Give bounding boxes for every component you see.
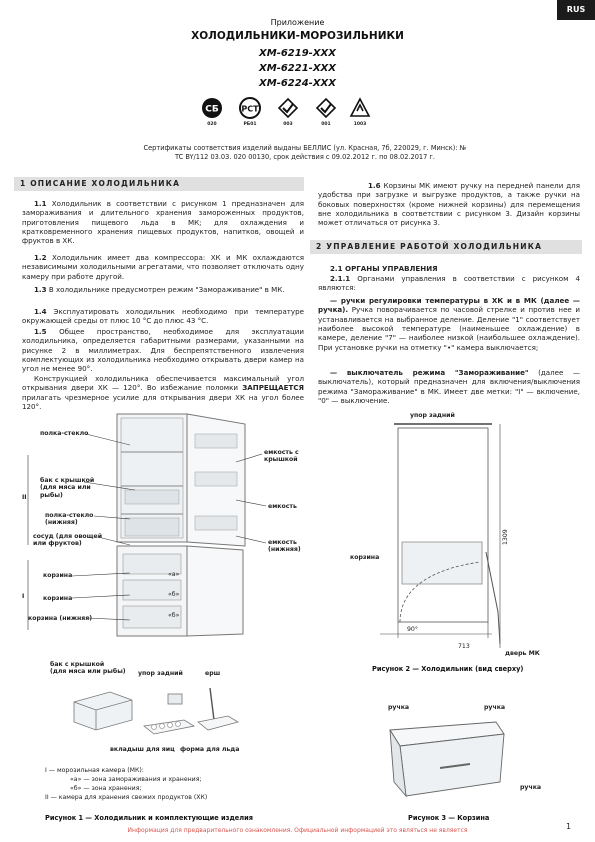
label-fig2-back-stop: упор задний xyxy=(410,412,455,419)
legend-line: «б» — зона хранения; xyxy=(70,784,142,792)
para-text: Холодильник в соответствии с рисунком 1 предназначен для замораживания и длительного хранения замороженных продуктов, приготовления пищевого льда в МК; для охлаждения и кратковременного хранения пищевых продуктов, напитков, овощей и фруктов в ХК. xyxy=(22,199,304,246)
para-number: 1.2 xyxy=(34,253,47,262)
label-acc-bin-lid: бак с крышкой (для мяса или рыбы) xyxy=(50,661,126,676)
document-title: ХОЛОДИЛЬНИКИ-МОРОЗИЛЬНИКИ xyxy=(191,30,404,42)
svg-text:РСТ: РСТ xyxy=(241,104,259,114)
para-number: 1.6 xyxy=(368,181,381,190)
label-fig2-basket: корзина xyxy=(350,554,380,561)
label-fig3-handle-right: ручка xyxy=(484,704,506,711)
subsection-2-1: 2.1 ОРГАНЫ УПРАВЛЕНИЯ xyxy=(330,264,438,273)
figure-1-accessories-drawing xyxy=(70,682,250,744)
model-line-3: ХМ-6224-ХХХ xyxy=(259,78,336,89)
label-fig3-handle-left: ручка xyxy=(388,704,410,711)
cert-code: 001 xyxy=(321,122,331,127)
label-fig2-angle: 90° xyxy=(407,626,418,633)
label-zone-b-2: «б» xyxy=(168,612,180,619)
label-zone-b-1: «б» xyxy=(168,591,180,598)
figure-1-caption: Рисунок 1 — Холодильник и комплектующие изделия xyxy=(45,814,253,822)
cert-code: 1003 xyxy=(353,122,367,127)
legend-line: I — морозильная камера (МК): xyxy=(45,767,144,774)
label-tank-with-lid: емкость с крышкой xyxy=(264,449,299,464)
bullet-title: — ручки регулировки температуры в ХК и в МК (далее — ручка). xyxy=(318,296,580,315)
label-fig3-handle-bottom: ручка xyxy=(520,784,542,791)
section-1-heading: 1 ОПИСАНИЕ ХОЛОДИЛЬНИКА xyxy=(14,177,304,191)
label-tank-lower: емкость (нижняя) xyxy=(268,539,301,554)
preliminary-info-footer: Информация для предварительного ознакомления. Официальной информацией это являться не является xyxy=(127,827,468,834)
figure-3-caption: Рисунок 3 — Корзина xyxy=(408,814,490,822)
label-shelf-glass-lower: полка-стекло (нижняя) xyxy=(45,512,94,527)
label-bin-with-lid: бак с крышкой (для мяса или рыбы) xyxy=(40,477,95,499)
bullet-title: — выключатель режима "Замораживание" xyxy=(330,368,529,377)
para-number: 1.3 xyxy=(34,285,47,294)
label-roman-two: II xyxy=(22,494,27,501)
para-number: 1.5 xyxy=(34,327,47,336)
model-line-1: ХМ-6219-ХХХ xyxy=(259,48,336,59)
para-text: (далее — выключатель), который предназначен для включения/выключения режима "Замораживание" в МК. Имеет две метки: "I" — включение, "0" — выключение. xyxy=(318,368,580,406)
model-line-2: ХМ-6221-ХХХ xyxy=(259,63,336,74)
cert-code: 020 xyxy=(207,122,217,127)
label-acc-ice-tray: форма для льда xyxy=(180,746,240,753)
label-acc-brush: ерш xyxy=(205,670,221,677)
label-acc-back-stop: упор задний xyxy=(138,670,183,677)
para-text: Холодильник имеет два компрессора: ХК и МК охлаждаются независимыми холодильными агрегатами, что позволяет отключать одну камеру при работе другой. xyxy=(22,253,304,281)
label-fig2-door: дверь МК xyxy=(505,650,540,657)
para-text: Корзины МК имеют ручку на передней панели для удобства при загрузке и выгрузке продуктов, а также ручки на боковых поверхностях (кроме нижней корзины) для перемещения вне холодильника в соответствии с рисунком 3. Дизайн корзины может отличаться от рисунка 3. xyxy=(318,181,580,228)
para-text: Конструкцией холодильника обеспечивается максимальный угол открывания двери ХК — 120°. Во избежание поломки xyxy=(22,374,304,393)
para-text: В холодильнике предусмотрен режим "Замораживание" в МК. xyxy=(48,285,285,294)
label-basket-1: корзина xyxy=(43,572,73,579)
legend-line: «а» — зона замораживания и хранения; xyxy=(70,775,202,783)
figure-1-legend xyxy=(45,767,285,803)
label-acc-egg-insert: вкладыш для яиц xyxy=(110,746,175,753)
appendix-label: Приложение xyxy=(270,18,325,27)
para-number: 2.1.1 xyxy=(330,274,351,283)
svg-text:СБ: СБ xyxy=(205,104,219,115)
label-tank: емкость xyxy=(268,503,297,510)
label-vegetable-vessel: сосуд (для овощей или фруктов) xyxy=(33,533,103,548)
label-basket-2: корзина xyxy=(43,595,73,602)
cert-code: 003 xyxy=(283,122,293,127)
label-zone-a: «а» xyxy=(168,571,180,578)
para-text: Ручка поворачивается по часовой стрелке и против нее и устанавливается на выбранное деление. Деление "1" соответствует наиболее высокой температуре (наименьшее охлаждение) в камере, деление "7" — наиболее низкой (наибольшее охлаждение). При установке ручки на отметку "•" камера выключается; xyxy=(318,305,580,352)
legend-line: II — камера для хранения свежих продуктов (ХК) xyxy=(45,793,208,801)
label-shelf-glass: полка-стекло xyxy=(40,430,89,437)
label-fig2-width: 713 xyxy=(458,643,470,650)
page-number: 1 xyxy=(566,822,572,831)
label-roman-one: I xyxy=(22,593,25,600)
figure-3-basket-drawing xyxy=(380,712,510,804)
section-2-heading: 2 УПРАВЛЕНИЕ РАБОТОЙ ХОЛОДИЛЬНИКА xyxy=(310,240,582,254)
cert-code: РБ01 xyxy=(243,122,257,127)
para-text: прилагать чрезмерное усилие для открывания двери ХК на угол более 120°. xyxy=(22,392,304,412)
para-text: Органами управления в соответствии с рисунком 4 являются: xyxy=(318,274,580,293)
para-text: Общее пространство, необходимое для эксплуатации холодильника, определяется габаритными размерами, указанными на рисунке 2 в миллиметрах. Для беспрепятственного извлечения комплектующих из холодильника необходимо открывать двери камер на угол не менее 90°. xyxy=(22,327,304,374)
para-text: Эксплуатировать холодильник необходимо при температуре окружающей среды от плюс 10 °С до плюс 43 °С. xyxy=(22,307,304,326)
para-number: 1.1 xyxy=(34,199,47,208)
certificate-note: Сертификаты соответствия изделий выданы БЕЛЛИС (ул. Красная, 7б, 220029, г. Минск): № TC BY/112 03.03. 020 00130, срок действия с 09.02.2012 г. по 08.02.2017 г. xyxy=(143,144,467,161)
figure-2-caption: Рисунок 2 — Холодильник (вид сверху) xyxy=(372,665,524,673)
label-basket-lower: корзина (нижняя) xyxy=(28,615,93,622)
label-fig2-height: 1309 xyxy=(502,529,509,545)
language-badge: RUS xyxy=(557,0,595,20)
para-number: 1.4 xyxy=(34,307,47,316)
prohibition-word: ЗАПРЕЩАЕТСЯ xyxy=(242,383,305,393)
